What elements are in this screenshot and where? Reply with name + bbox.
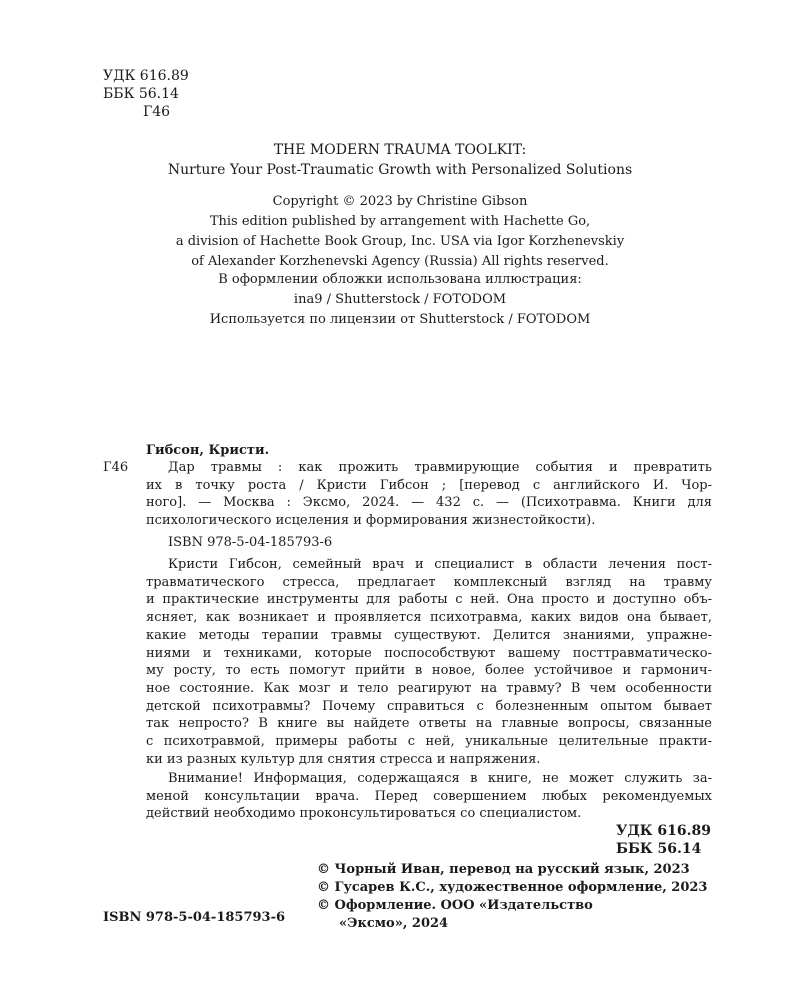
warning-line: меной консультации врача. Перед совершением любых рекомендуемых	[146, 788, 712, 804]
abstract-line: и практические инструменты для работы с ней. Она просто и доступно объ-	[146, 592, 712, 608]
original-title	[0, 140, 800, 180]
cover-credit-line-3: Используется по лицензии от Shutterstock / FOTODOM	[209, 312, 591, 327]
rights-line-2: © Гусарев К.С., художественное оформление, 2023	[317, 880, 708, 895]
bbk-code-top: ББК 56.14	[103, 86, 179, 102]
catalog-bbk-code: ББК 56.14	[616, 841, 702, 857]
copyright-line-1: Copyright © 2023 by Christine Gibson	[272, 194, 528, 209]
abstract-line: му росту, то есть помогут прийти в новое, более устойчивое и гармонич-	[146, 663, 712, 679]
catalog-warning	[146, 770, 712, 823]
description-line: психологического исцеления и формирования жизнестойкости).	[146, 513, 596, 529]
rights-line-3: © Оформление. ООО «Издательство	[317, 898, 593, 913]
copyright-line-2: This edition published by arrangement with Hachette Go,	[209, 214, 591, 229]
author-mark-top: Г46	[143, 104, 171, 120]
cover-credit-line-2: ina9 / Shutterstock / FOTODOM	[293, 292, 507, 307]
rights-block	[317, 861, 707, 933]
description-line: ного]. — Москва : Эксмо, 2024. — 432 с. — (Психотравма. Книги для	[146, 495, 712, 511]
catalog-description	[146, 459, 712, 530]
rights-line-1: © Чорный Иван, перевод на русский язык, 2023	[317, 862, 690, 877]
abstract-line: травматического стресса, предлагает комплексный взгляд на травму	[146, 574, 712, 590]
rights-line-4: «Эксмо», 2024	[339, 916, 449, 931]
copyright-line-4: of Alexander Korzhenevski Agency (Russia) All rights reserved.	[191, 254, 609, 269]
abstract-line: так непросто? В книге вы найдете ответы на главные вопросы, связанные	[146, 716, 712, 732]
description-line: Дар травмы : как прожить травмирующие события и превратить	[168, 460, 712, 475]
abstract-line: с психотравмой, примеры работы с ней, уникальные целительные практи-	[146, 734, 712, 750]
catalog-abstract	[146, 556, 712, 768]
original-title-line-1: THE MODERN TRAUMA TOOLKIT:	[273, 142, 527, 158]
cover-credit	[0, 270, 800, 330]
udk-code-top: УДК 616.89	[103, 68, 189, 84]
warning-line: действий необходимо проконсультироваться со специалистом.	[146, 806, 582, 822]
catalog-author-heading: Гибсон, Кристи.	[146, 443, 270, 458]
original-title-line-2: Nurture Your Post-Traumatic Growth with Personalized Solutions	[167, 162, 633, 178]
bottom-isbn: ISBN 978-5-04-185793-6	[103, 910, 286, 925]
catalog-isbn: ISBN 978-5-04-185793-6	[168, 535, 333, 550]
abstract-line: ясняет, как возникает и проявляется психотравма, каких видов она бывает,	[146, 610, 712, 626]
abstract-line: Кристи Гибсон, семейный врач и специалист в области лечения пост-	[168, 557, 712, 572]
catalog-udk-code: УДК 616.89	[616, 823, 711, 839]
abstract-line: ниями и техниками, которые поспособствуют вашему посттравматическо-	[146, 645, 712, 661]
description-line: их в точку роста / Кристи Гибсон ; [перевод с английского И. Чор-	[146, 477, 712, 493]
cover-credit-line-1: В оформлении обложки использована иллюстрация:	[218, 272, 582, 287]
abstract-line: ное состояние. Как мозг и тело реагируют на травму? В чем особенности	[146, 680, 712, 696]
copyright-notice	[0, 192, 800, 272]
abstract-line: какие методы терапии травмы существуют. Делится знаниями, упражне-	[146, 627, 712, 643]
abstract-line: ки из разных культур для снятия стресса и напряжения.	[146, 751, 541, 767]
copyright-line-3: a division of Hachette Book Group, Inc. USA via Igor Korzhenevskiy	[175, 234, 625, 249]
warning-line: Внимание! Информация, содержащаяся в книге, не может служить за-	[168, 771, 712, 786]
abstract-line: детской психотравмы? Почему справиться с болезненным опытом бывает	[146, 698, 712, 714]
catalog-author-mark: Г46	[103, 460, 129, 475]
